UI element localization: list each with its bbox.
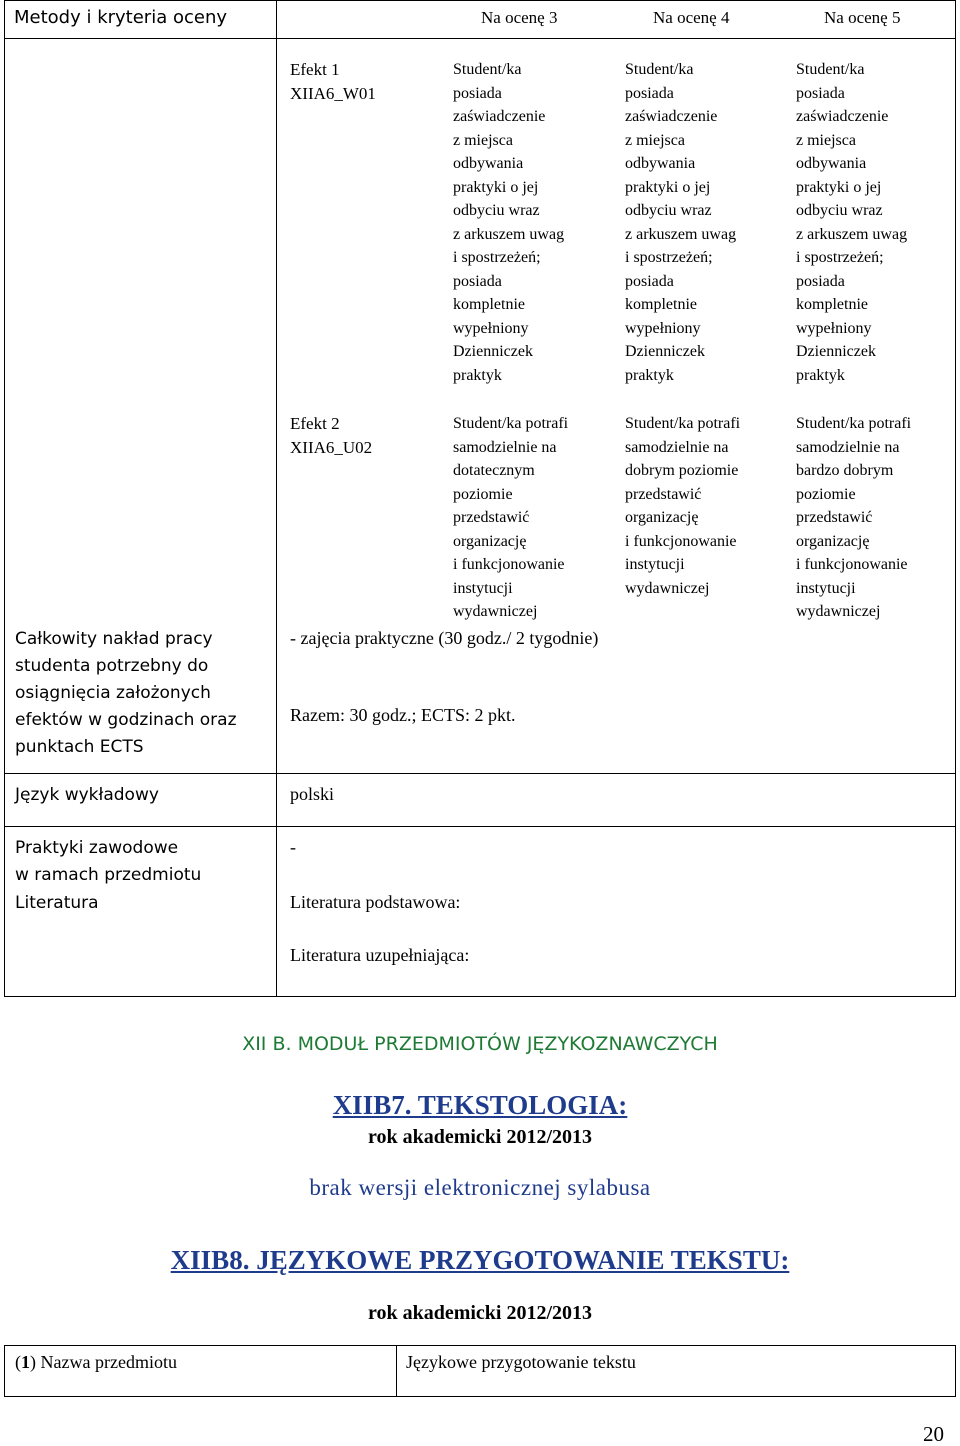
language-value: polski bbox=[290, 784, 335, 804]
table1-divider-internships bbox=[4, 826, 956, 827]
effect1-label: Efekt 1 XIIA6_W01 bbox=[290, 60, 376, 103]
effect2-grade4-text: Student/ka potrafi samodzielnie na dobrym poziomie przedstawić organizację i funkcjonowanie instytucji wydawniczej bbox=[625, 415, 741, 597]
effect1-grade3-text: Student/ka posiada zaświadczenie z miejsca odbywania praktyki o jej odbyciu wraz z arkuszem uwag i spostrzeżeń; posiada kompletnie wypełniony Dzienniczek praktyk bbox=[453, 61, 565, 384]
internships-label: Praktyki zawodowe w ramach przedmiotu bbox=[15, 838, 202, 885]
workload-total: Razem: 30 godz.; ECTS: 2 pkt. bbox=[290, 705, 516, 725]
effect1-grade4-text: Student/ka posiada zaświadczenie z miejsca odbywania praktyki o jej odbyciu wraz z arkuszem uwag i spostrzeżeń; posiada kompletnie wypełniony Dzienniczek praktyk bbox=[625, 61, 737, 384]
xiib8-title: XIIB8. JĘZYKOWE PRZYGOTOWANIE TEKSTU: bbox=[170, 1245, 790, 1275]
table1-border-left bbox=[4, 0, 5, 997]
literature-label: Literatura bbox=[15, 893, 99, 913]
course-name-label-num: 1 bbox=[21, 1352, 30, 1372]
xiib7-note: brak wersji elektronicznej sylabusa bbox=[309, 1175, 651, 1200]
table2-border-bottom bbox=[4, 1396, 956, 1397]
header-methods-label: Metody i kryteria oceny bbox=[14, 7, 228, 28]
xiib7-year: rok akademicki 2012/2013 bbox=[367, 1126, 593, 1148]
literature-supplementary: Literatura uzupełniająca: bbox=[290, 945, 470, 965]
language-label: Język wykładowy bbox=[15, 785, 159, 805]
effect2-grade3-text: Student/ka potrafi samodzielnie na dotatecznym poziomie przedstawić organizację i funkcjonowanie instytucji wydawniczej bbox=[453, 415, 569, 620]
workload-label: Całkowity nakład pracy studenta potrzebny do osiągnięcia założonych efektów w godzinach oraz punktach ECTS bbox=[15, 629, 237, 757]
header-grade-5: Na ocenę 5 bbox=[824, 8, 901, 27]
module-heading: XII B. MODUŁ PRZEDMIOTÓW JĘZYKOZNAWCZYCH bbox=[242, 1033, 718, 1055]
table1-border-top bbox=[4, 0, 956, 1]
table2-divider bbox=[396, 1345, 397, 1397]
course-name-label-text: Nazwa przedmiotu bbox=[36, 1352, 177, 1372]
table1-divider-col bbox=[276, 0, 277, 997]
page-number: 20 bbox=[923, 1422, 944, 1446]
literature-basic: Literatura podstawowa: bbox=[290, 892, 461, 912]
workload-activities: - zajęcia praktyczne (30 godz./ 2 tygodnie) bbox=[290, 628, 599, 648]
course-name-label: (1) Nazwa przedmiotu bbox=[15, 1352, 177, 1372]
effect1-grade5-text: Student/ka posiada zaświadczenie z miejsca odbywania praktyki o jej odbyciu wraz z arkuszem uwag i spostrzeżeń; posiada kompletnie wypełniony Dzienniczek praktyk bbox=[796, 61, 908, 384]
table2-border-top bbox=[4, 1345, 956, 1346]
table1-divider-language bbox=[4, 773, 956, 774]
table2-border-right bbox=[955, 1345, 956, 1397]
table1-border-right bbox=[955, 0, 956, 997]
course-name-value: Językowe przygotowanie tekstu bbox=[406, 1352, 636, 1372]
header-grade-4: Na ocenę 4 bbox=[653, 8, 730, 27]
table2-border-left bbox=[4, 1345, 5, 1397]
table1-divider-header bbox=[4, 38, 956, 39]
header-grade-3: Na ocenę 3 bbox=[481, 8, 558, 27]
xiib8-year: rok akademicki 2012/2013 bbox=[367, 1302, 593, 1324]
xiib7-title: XIIB7. TEKSTOLOGIA: bbox=[332, 1090, 628, 1120]
effect2-label: Efekt 2 XIIA6_U02 bbox=[290, 414, 373, 457]
table1-border-bottom bbox=[4, 996, 956, 997]
effect2-grade5-text: Student/ka potrafi samodzielnie na bardzo dobrym poziomie przedstawić organizację i funkcjonowanie instytucji wydawniczej bbox=[796, 415, 912, 620]
internships-value: - bbox=[290, 837, 296, 857]
